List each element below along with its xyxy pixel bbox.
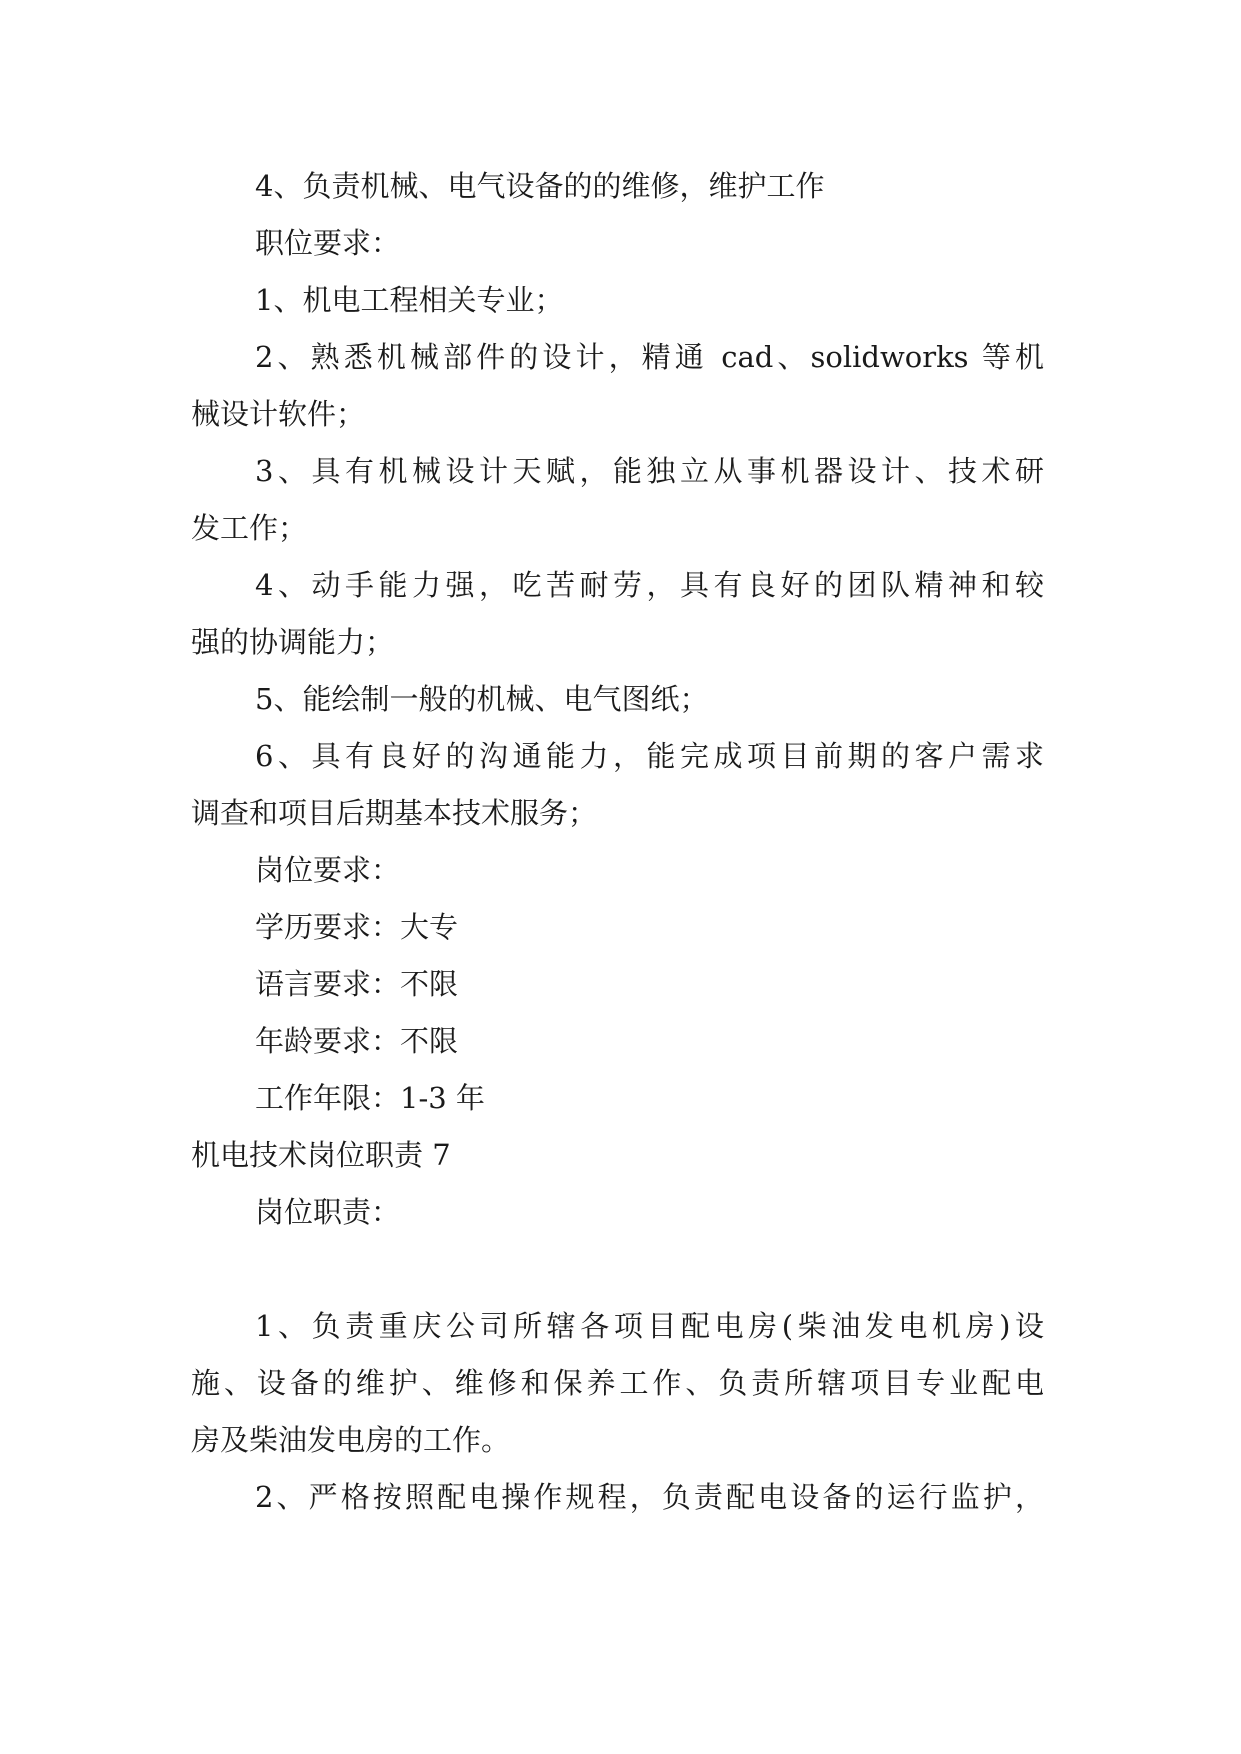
text-line: 职位要求： <box>255 226 401 260</box>
text-line: 6、具有良好的沟通能力，能完成项目前期的客户需求 <box>255 739 1044 773</box>
text-line: 岗位职责： <box>255 1195 401 1229</box>
text-line: 4、动手能力强，吃苦耐劳，具有良好的团队精神和较 <box>255 568 1044 602</box>
text-line: 1、机电工程相关专业； <box>255 283 564 317</box>
text-line: 发工作； <box>191 511 308 545</box>
text-line: 学历要求：大专 <box>255 910 459 944</box>
text-line: 1、负责重庆公司所辖各项目配电房(柴油发电机房)设 <box>255 1309 1044 1343</box>
text-line: 5、能绘制一般的机械、电气图纸； <box>255 682 709 716</box>
text-line: 年龄要求：不限 <box>255 1024 459 1058</box>
text-line: 2、严格按照配电操作规程，负责配电设备的运行监护， <box>255 1480 1044 1514</box>
text-line: 房及柴油发电房的工作。 <box>191 1423 511 1457</box>
text-line: 3、具有机械设计天赋，能独立从事机器设计、技术研 <box>255 454 1044 488</box>
text-line: 调查和项目后期基本技术服务； <box>191 796 598 830</box>
text-line: 岗位要求： <box>255 853 401 887</box>
section-heading: 机电技术岗位职责 7 <box>191 1138 451 1172</box>
text-line: 4、负责机械、电气设备的的维修，维护工作 <box>255 169 825 203</box>
text-line: 语言要求：不限 <box>255 967 459 1001</box>
text-line: 2、熟悉机械部件的设计，精通 cad、solidworks 等机 <box>255 340 1044 374</box>
text-line: 施、设备的维护、维修和保养工作、负责所辖项目专业配电 <box>191 1366 1044 1400</box>
text-line: 械设计软件； <box>191 397 366 431</box>
text-line: 强的协调能力； <box>191 625 395 659</box>
text-line: 工作年限：1-3 年 <box>255 1081 485 1115</box>
